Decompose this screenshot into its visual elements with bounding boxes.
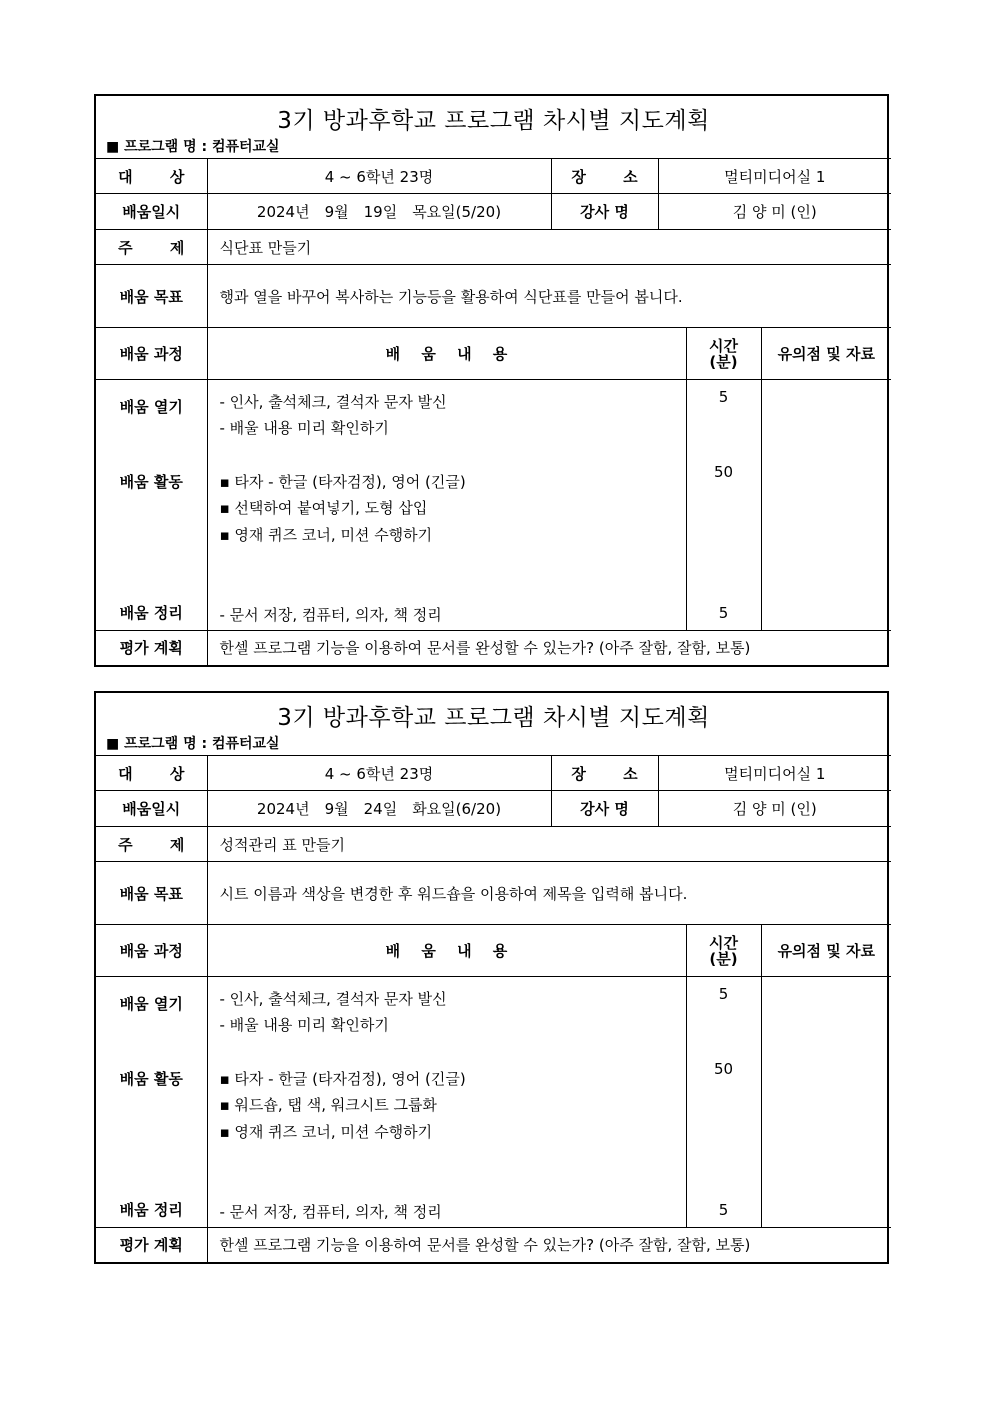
target-label: 대 상 xyxy=(96,159,207,194)
teacher-label: 강사 명 xyxy=(551,791,658,827)
content-cell xyxy=(207,977,686,1228)
lesson-plan-table xyxy=(96,693,891,1262)
content-cell xyxy=(207,380,686,631)
time-header xyxy=(686,328,761,380)
content-line: ▪ 타자 - 한글 (타자검정), 영어 (긴글) xyxy=(219,1070,466,1088)
title-cell xyxy=(96,693,891,756)
teacher-value: 김 양 미 (인) xyxy=(658,791,891,827)
goal-value: 행과 열을 바꾸어 복사하는 기능등을 활용하여 식단표를 만들어 봅니다. xyxy=(207,265,891,328)
time-close: 5 xyxy=(718,604,729,622)
content-line: - 문서 저장, 컴퓨터, 의자, 책 정리 xyxy=(219,606,442,624)
lesson-plan-2 xyxy=(94,691,889,1264)
place-label: 장 소 xyxy=(551,756,658,791)
content-line: ▪ 영재 퀴즈 코너, 미션 수행하기 xyxy=(219,526,433,544)
content-line: ▪ 타자 - 한글 (타자검정), 영어 (긴글) xyxy=(219,473,466,491)
target-value: 4 ~ 6학년 23명 xyxy=(207,756,551,791)
stage-activity: 배움 활동 xyxy=(119,473,183,491)
title-cell xyxy=(96,96,891,159)
target-value: 4 ~ 6학년 23명 xyxy=(207,159,551,194)
eval-label: 평가 계획 xyxy=(96,631,207,665)
stage-activity: 배움 활동 xyxy=(119,1070,183,1088)
content-header: 배 움 내 용 xyxy=(207,925,686,977)
stage-open: 배움 열기 xyxy=(119,398,183,416)
notes-cell xyxy=(761,977,891,1228)
time-header-line1: 시간 xyxy=(709,336,738,355)
notes-cell xyxy=(761,380,891,631)
date-label: 배움일시 xyxy=(96,194,207,230)
target-label: 대 상 xyxy=(96,756,207,791)
eval-label: 평가 계획 xyxy=(96,1228,207,1262)
time-open: 5 xyxy=(718,985,729,1003)
content-line: - 인사, 출석체크, 결석자 문자 발신 xyxy=(219,990,447,1008)
place-label: 장 소 xyxy=(551,159,658,194)
program-name: ■ 프로그램 명 : 컴퓨터교실 xyxy=(106,139,280,155)
time-header-line2: (분) xyxy=(709,949,738,968)
date-value: 2024년 9월 19일 목요일(5/20) xyxy=(207,194,551,230)
eval-value: 한셀 프로그램 기능을 이용하여 문서를 완성할 수 있는가? (아주 잘함, 잘함, 보통) xyxy=(207,1228,891,1262)
eval-value: 한셀 프로그램 기능을 이용하여 문서를 완성할 수 있는가? (아주 잘함, 잘함, 보통) xyxy=(207,631,891,665)
stage-close: 배움 정리 xyxy=(119,1201,183,1219)
program-name: ■ 프로그램 명 : 컴퓨터교실 xyxy=(106,736,280,752)
content-header: 배 움 내 용 xyxy=(207,328,686,380)
process-header: 배움 과정 xyxy=(96,925,207,977)
content-line: - 배울 내용 미리 확인하기 xyxy=(219,419,389,437)
content-line: - 인사, 출석체크, 결석자 문자 발신 xyxy=(219,393,447,411)
goal-value: 시트 이름과 색상을 변경한 후 워드숍을 이용하여 제목을 입력해 봅니다. xyxy=(207,862,891,925)
goal-label: 배움 목표 xyxy=(96,862,207,925)
stage-cell xyxy=(96,380,207,631)
goal-label: 배움 목표 xyxy=(96,265,207,328)
time-close: 5 xyxy=(718,1201,729,1219)
content-line: - 배울 내용 미리 확인하기 xyxy=(219,1016,389,1034)
page-title: 3기 방과후학교 프로그램 차시별 지도계획 xyxy=(277,705,710,731)
content-line: - 문서 저장, 컴퓨터, 의자, 책 정리 xyxy=(219,1203,442,1221)
date-label: 배움일시 xyxy=(96,791,207,827)
stage-close: 배움 정리 xyxy=(119,604,183,622)
teacher-value: 김 양 미 (인) xyxy=(658,194,891,230)
notes-header: 유의점 및 자료 xyxy=(761,328,891,380)
stage-cell xyxy=(96,977,207,1228)
content-line: ▪ 워드숍, 탭 색, 워크시트 그룹화 xyxy=(219,1096,437,1114)
process-header: 배움 과정 xyxy=(96,328,207,380)
teacher-label: 강사 명 xyxy=(551,194,658,230)
date-value: 2024년 9월 24일 화요일(6/20) xyxy=(207,791,551,827)
content-line: ▪ 선택하여 붙여넣기, 도형 삽입 xyxy=(219,499,428,517)
time-header-line2: (분) xyxy=(709,352,738,371)
topic-label: 주 제 xyxy=(96,827,207,862)
topic-value: 식단표 만들기 xyxy=(207,230,891,265)
topic-value: 성적관리 표 만들기 xyxy=(207,827,891,862)
time-cell xyxy=(686,977,761,1228)
topic-label: 주 제 xyxy=(96,230,207,265)
time-activity: 50 xyxy=(713,1060,734,1078)
time-header-line1: 시간 xyxy=(709,933,738,952)
stage-open: 배움 열기 xyxy=(119,995,183,1013)
place-value: 멀티미디어실 1 xyxy=(658,756,891,791)
place-value: 멀티미디어실 1 xyxy=(658,159,891,194)
lesson-plan-table xyxy=(96,96,891,665)
content-line: ▪ 영재 퀴즈 코너, 미션 수행하기 xyxy=(219,1123,433,1141)
notes-header: 유의점 및 자료 xyxy=(761,925,891,977)
time-activity: 50 xyxy=(713,463,734,481)
time-cell xyxy=(686,380,761,631)
time-open: 5 xyxy=(718,388,729,406)
page-title: 3기 방과후학교 프로그램 차시별 지도계획 xyxy=(277,108,710,134)
time-header xyxy=(686,925,761,977)
lesson-plan-1 xyxy=(94,94,889,667)
